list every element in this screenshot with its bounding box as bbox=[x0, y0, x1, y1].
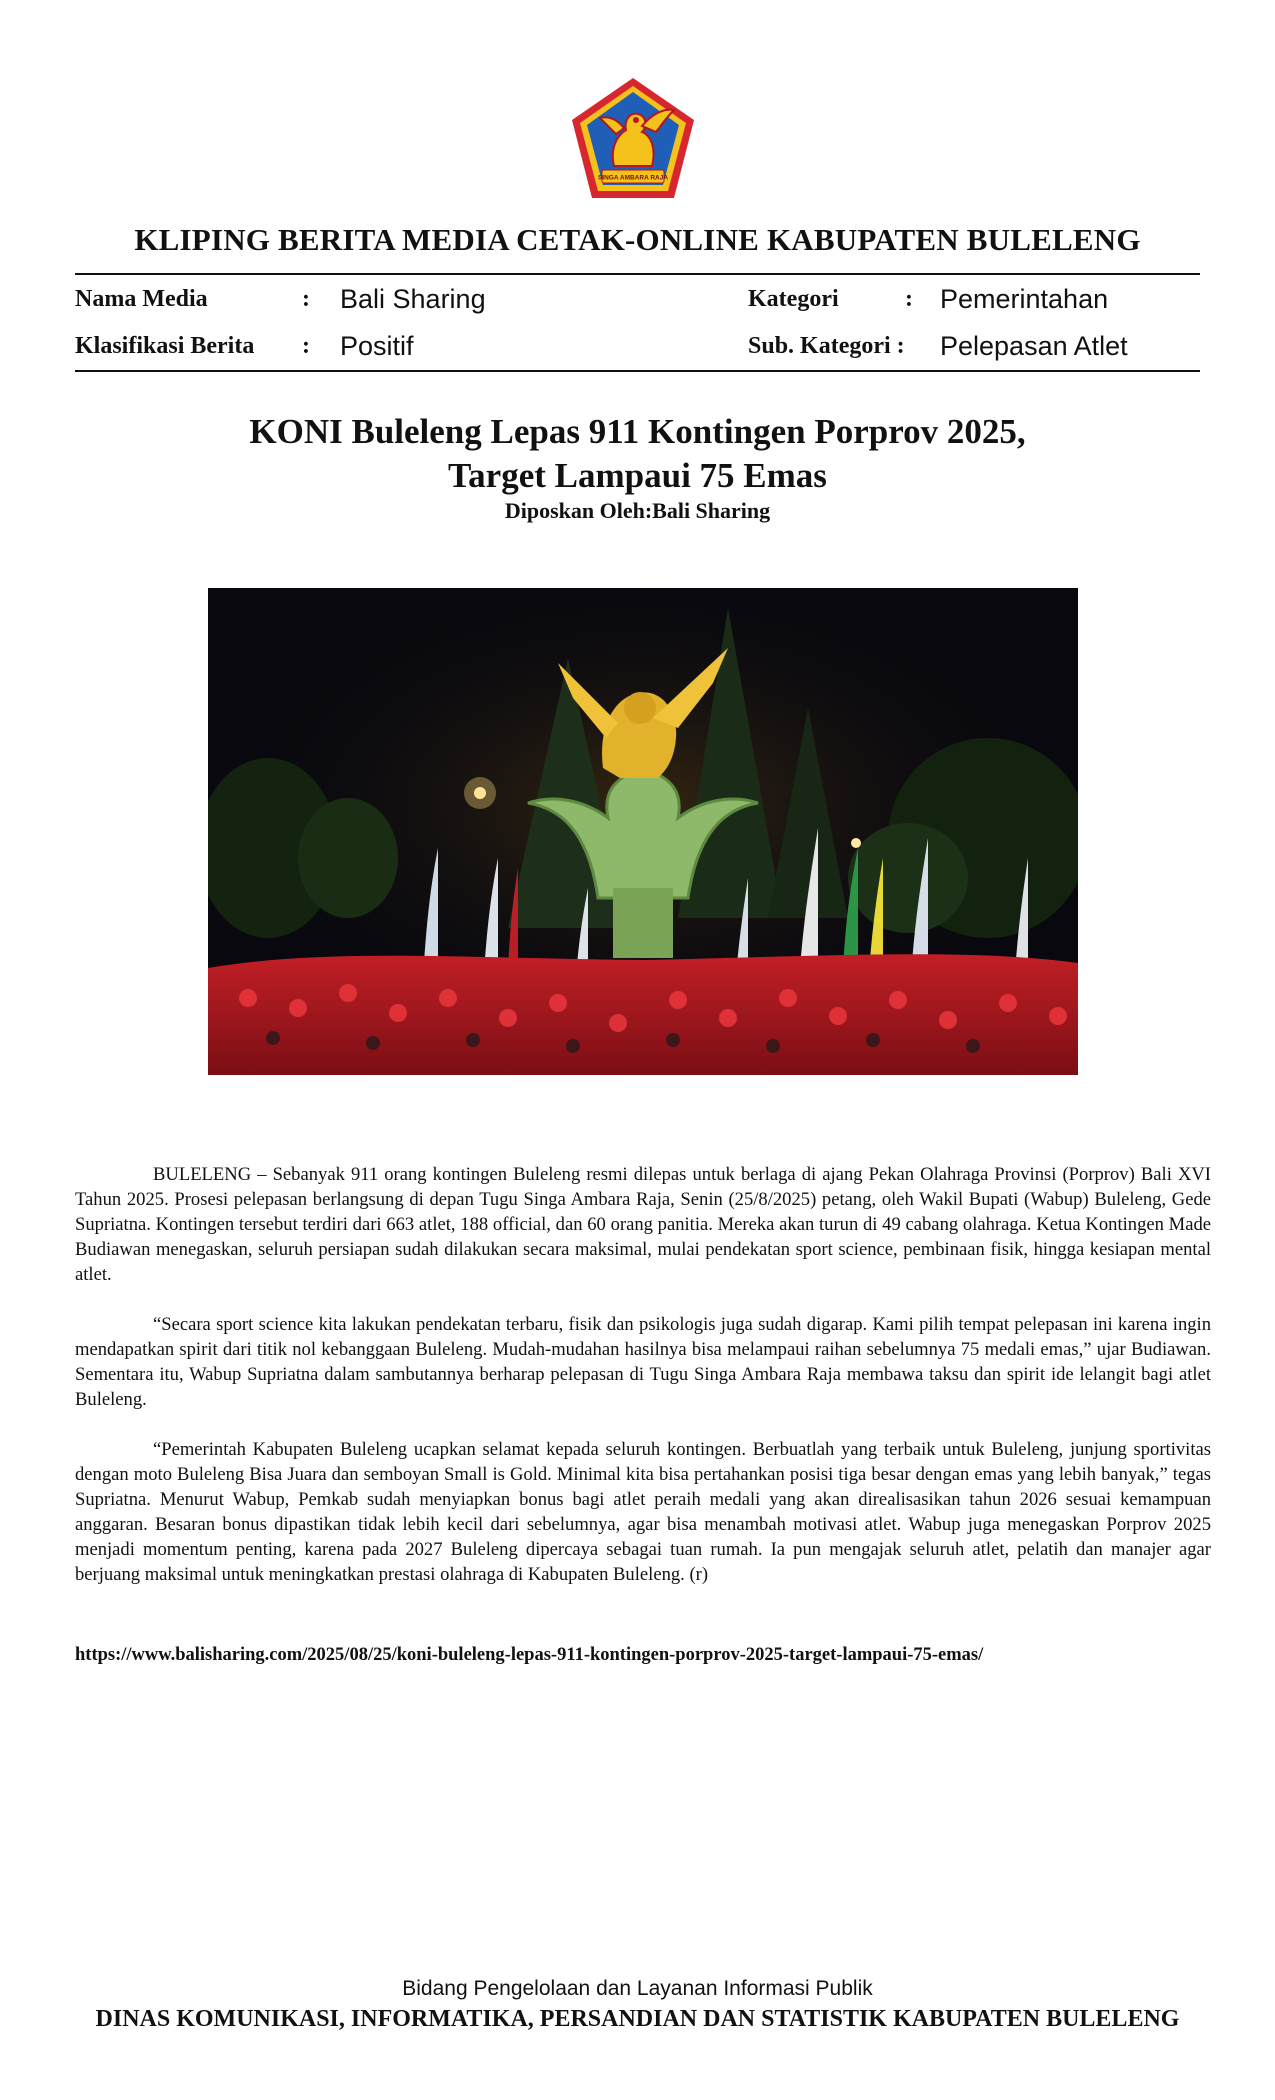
headline-line-1: KONI Buleleng Lepas 911 Kontingen Porprov 2025, bbox=[249, 412, 1026, 451]
source-url-link[interactable]: https://www.balisharing.com/2025/08/25/koni-buleleng-lepas-911-kontingen-porprov-2025-target-lampaui-75-emas/ bbox=[75, 1645, 984, 1665]
footer-department: Bidang Pengelolaan dan Layanan Informasi Publik bbox=[402, 1977, 873, 2000]
nama-media-label: Nama Media bbox=[75, 286, 208, 312]
klasifikasi-sep: : bbox=[302, 333, 310, 359]
article-paragraph: BULELENG – Sebanyak 911 orang kontingen Buleleng resmi dilepas untuk berlaga di ajang Pekan Olahraga Provinsi (Porprov) Bali XVI Tahun 2025. Prosesi pelepasan berlangsung di depan Tugu Singa Ambara Raja, Senin (25/8/2025) petang, oleh Wakil Bupati (Wabup) Buleleng, Gede Supriatna. Kontingen tersebut terdiri dari 663 atlet, 188 official, dan 60 orang panitia. Mereka akan turun di 49 cabang olahraga. Ketua Kontingen Made Budiawan menegaskan, seluruh persiapan sudah dilakukan secara maksimal, mulai pendekatan sport science, pembinaan fisik, hingga kesiapan mental atlet. bbox=[75, 1164, 1211, 1285]
footer-agency: DINAS KOMUNIKASI, INFORMATIKA, PERSANDIAN DAN STATISTIK KABUPATEN BULELENG bbox=[95, 2006, 1180, 2032]
top-divider bbox=[75, 273, 1200, 275]
article-paragraph: “Pemerintah Kabupaten Buleleng ucapkan selamat kepada seluruh kontingen. Berbuatlah yang terbaik untuk Buleleng, junjung sportivitas dengan moto Buleleng Bisa Juara dan semboyan Small is Gold. Minimal kita bisa pertahankan posisi tiga besar dengan emas yang lebih banyak,” tegas Supriatna. Menurut Wabup, Pemkab sudah menyiapkan bonus bagi atlet peraih medali yang akan direalisasikan tahun 2026 sesuai kemampuan anggaran. Besaran bonus dipastikan tidak lebih kecil dari sebelumnya, agar bisa menambah motivasi atlet. Wabup juga menegaskan Porprov 2025 menjadi momentum penting, karena pada 2027 Buleleng dipercaya sebagai tuan rumah. Ia pun mengajak seluruh atlet, pelatih dan manajer agar berjuang maksimal untuk meningkatkan prestasi olahraga di Kabupaten Buleleng. (r) bbox=[75, 1439, 1211, 1585]
article-body bbox=[75, 1162, 1211, 1612]
klasifikasi-value: Positif bbox=[340, 331, 414, 361]
kliping-title: KLIPING BERITA MEDIA CETAK-ONLINE KABUPATEN BULELENG bbox=[134, 222, 1141, 257]
kategori-sep: : bbox=[905, 286, 913, 312]
logo-text: SINGA AMBARA RAJA bbox=[597, 174, 669, 182]
buleleng-emblem-icon bbox=[566, 74, 700, 202]
article-byline: Diposkan Oleh:Bali Sharing bbox=[504, 498, 771, 523]
headline-line-2: Target Lampaui 75 Emas bbox=[448, 456, 827, 495]
nama-media-sep: : bbox=[302, 286, 310, 312]
meta-divider bbox=[75, 370, 1200, 372]
article-photo bbox=[208, 588, 1078, 1075]
sub-kategori-value: Pelepasan Atlet bbox=[940, 331, 1128, 361]
sub-kategori-label: Sub. Kategori : bbox=[748, 333, 905, 359]
klasifikasi-label: Klasifikasi Berita bbox=[75, 333, 255, 359]
article-paragraph: “Secara sport science kita lakukan pendekatan terbaru, fisik dan psikologis juga sudah digarap. Kami pilih tempat pelepasan ini karena ingin mendapatkan spirit dari titik nol kebanggaan Buleleng. Mudah-mudahan hasilnya bisa melampaui raihan sebelumnya 75 medali emas,” ujar Budiawan. Sementara itu, Wabup Supriatna dalam sambutannya berharap pelepasan di Tugu Singa Ambara Raja membawa taksu dan spirit ide lelangit bagi atlet Buleleng. bbox=[75, 1314, 1211, 1410]
nama-media-value: Bali Sharing bbox=[340, 284, 486, 314]
kategori-value: Pemerintahan bbox=[940, 284, 1109, 314]
kategori-label: Kategori bbox=[748, 286, 839, 312]
article-headline bbox=[75, 410, 1200, 498]
